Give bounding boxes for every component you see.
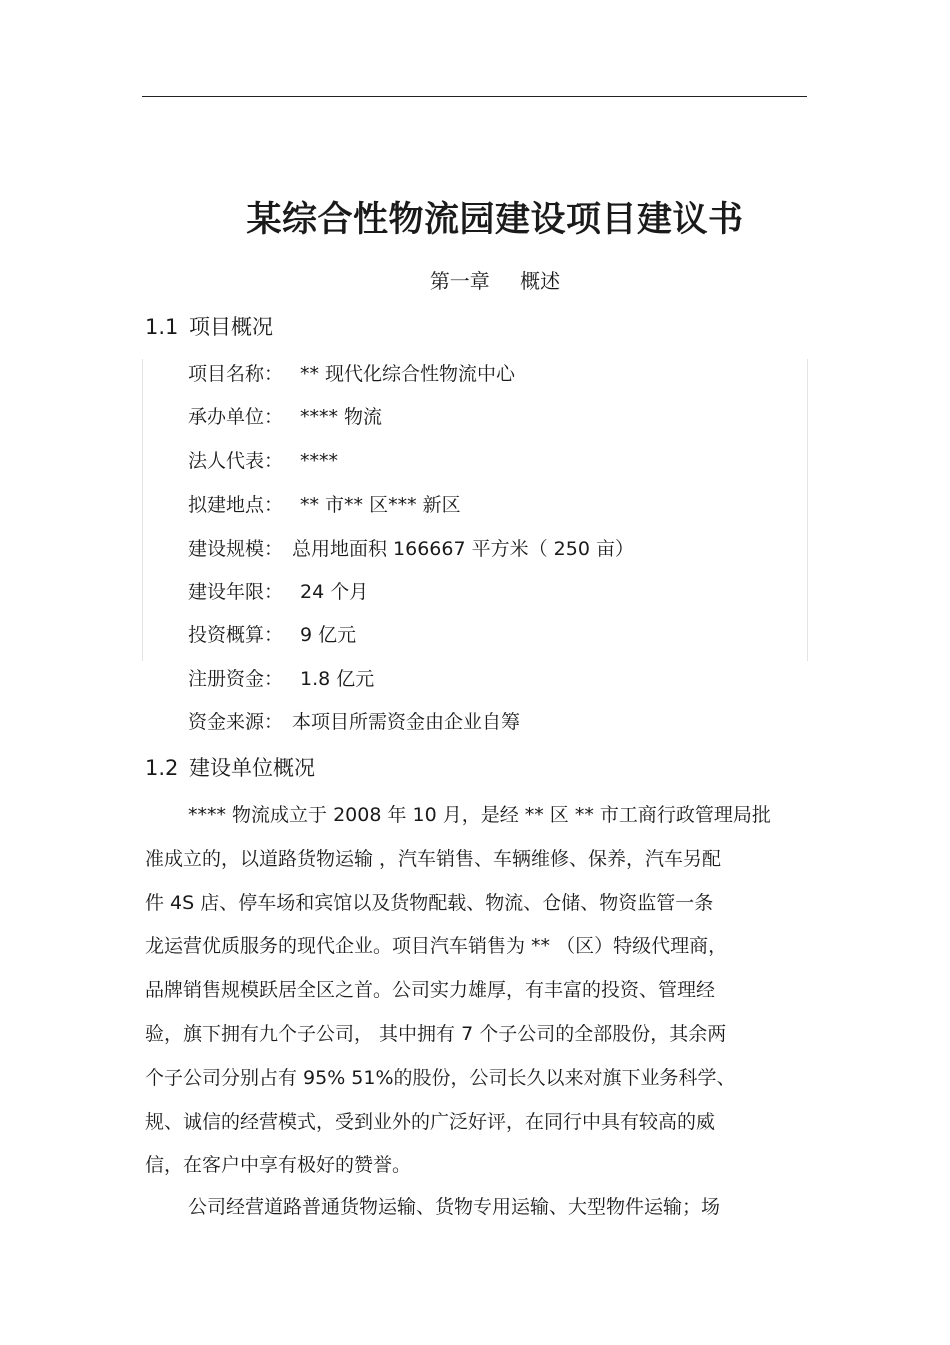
info-row-project-name	[188, 360, 515, 388]
section-heading-1-2	[145, 753, 315, 783]
info-row-duration	[188, 578, 368, 606]
info-row-organizer	[188, 403, 382, 431]
info-row-scale	[188, 535, 634, 563]
info-value: **** 物流	[300, 406, 383, 428]
info-label: 承办单位：	[188, 406, 284, 428]
paragraph-line: 准成立的，以道路货物运输 ，汽车销售、车辆维修、保养，汽车另配	[145, 847, 722, 870]
section-number: 1.1	[145, 315, 179, 339]
section-heading-1-1	[145, 312, 273, 342]
paragraph-line: 公司经营道路普通货物运输、货物专用运输、大型物件运输；场	[188, 1196, 721, 1218]
info-value: 1.8 亿元	[300, 668, 375, 690]
paragraph-company-intro	[145, 794, 805, 1188]
info-value: 本项目所需资金由企业自筹	[292, 711, 521, 733]
info-label: 资金来源：	[188, 711, 284, 733]
info-label: 投资概算：	[188, 624, 284, 646]
paragraph-business-scope	[145, 1186, 805, 1230]
document-title: 某综合性物流园建设项目建议书	[246, 200, 744, 240]
info-value: ** 现代化综合性物流中心	[300, 363, 516, 385]
info-value: ****	[300, 450, 338, 472]
section-number: 1.2	[145, 756, 179, 780]
info-row-legal-rep	[188, 447, 338, 475]
info-label: 建设规模：	[188, 538, 284, 560]
info-row-location	[188, 491, 461, 519]
info-label: 拟建地点：	[188, 494, 284, 516]
info-value: ** 市** 区*** 新区	[300, 494, 461, 516]
section-title: 建设单位概况	[189, 756, 315, 780]
paragraph-line: 品牌销售规模跃居全区之首。公司实力雄厚，有丰富的投资、管理经	[145, 979, 716, 1002]
paragraph-line: 验，旗下拥有九个子公司， 其中拥有 7 个子公司的全部股份，其余两	[145, 1022, 727, 1045]
info-label: 项目名称：	[188, 363, 284, 385]
info-row-funding	[188, 708, 520, 736]
info-label: 注册资金：	[188, 668, 284, 690]
paragraph-line: 龙运营优质服务的现代企业。项目汽车销售为 ** （区）特级代理商，	[145, 935, 728, 958]
paragraph-line: 信，在客户中享有极好的赞誉。	[145, 1154, 412, 1177]
info-value: 24 个月	[300, 581, 369, 603]
section-title: 项目概况	[189, 315, 273, 339]
info-row-capital	[188, 665, 374, 693]
paragraph-line: 规、诚信的经营模式，受到业外的广泛好评，在同行中具有较高的威	[145, 1110, 716, 1133]
paragraph-line: **** 物流成立于 2008 年 10 月，是经 ** 区 ** 市工商行政管理局批	[188, 804, 771, 826]
info-label: 法人代表：	[188, 450, 284, 472]
paragraph-line: 个子公司分别占有 95% 51%的股份，公司长久以来对旗下业务科学、	[145, 1066, 736, 1089]
chapter-title: 第一章 概述	[429, 269, 561, 293]
info-label: 建设年限：	[188, 581, 284, 603]
paragraph-line: 件 4S 店、停车场和宾馆以及货物配载、物流、仓储、物资监管一条	[145, 891, 714, 914]
header-rule	[142, 96, 807, 97]
info-row-investment	[188, 621, 356, 649]
info-value: 总用地面积 166667 平方米（ 250 亩）	[292, 538, 634, 560]
info-value: 9 亿元	[300, 624, 357, 646]
